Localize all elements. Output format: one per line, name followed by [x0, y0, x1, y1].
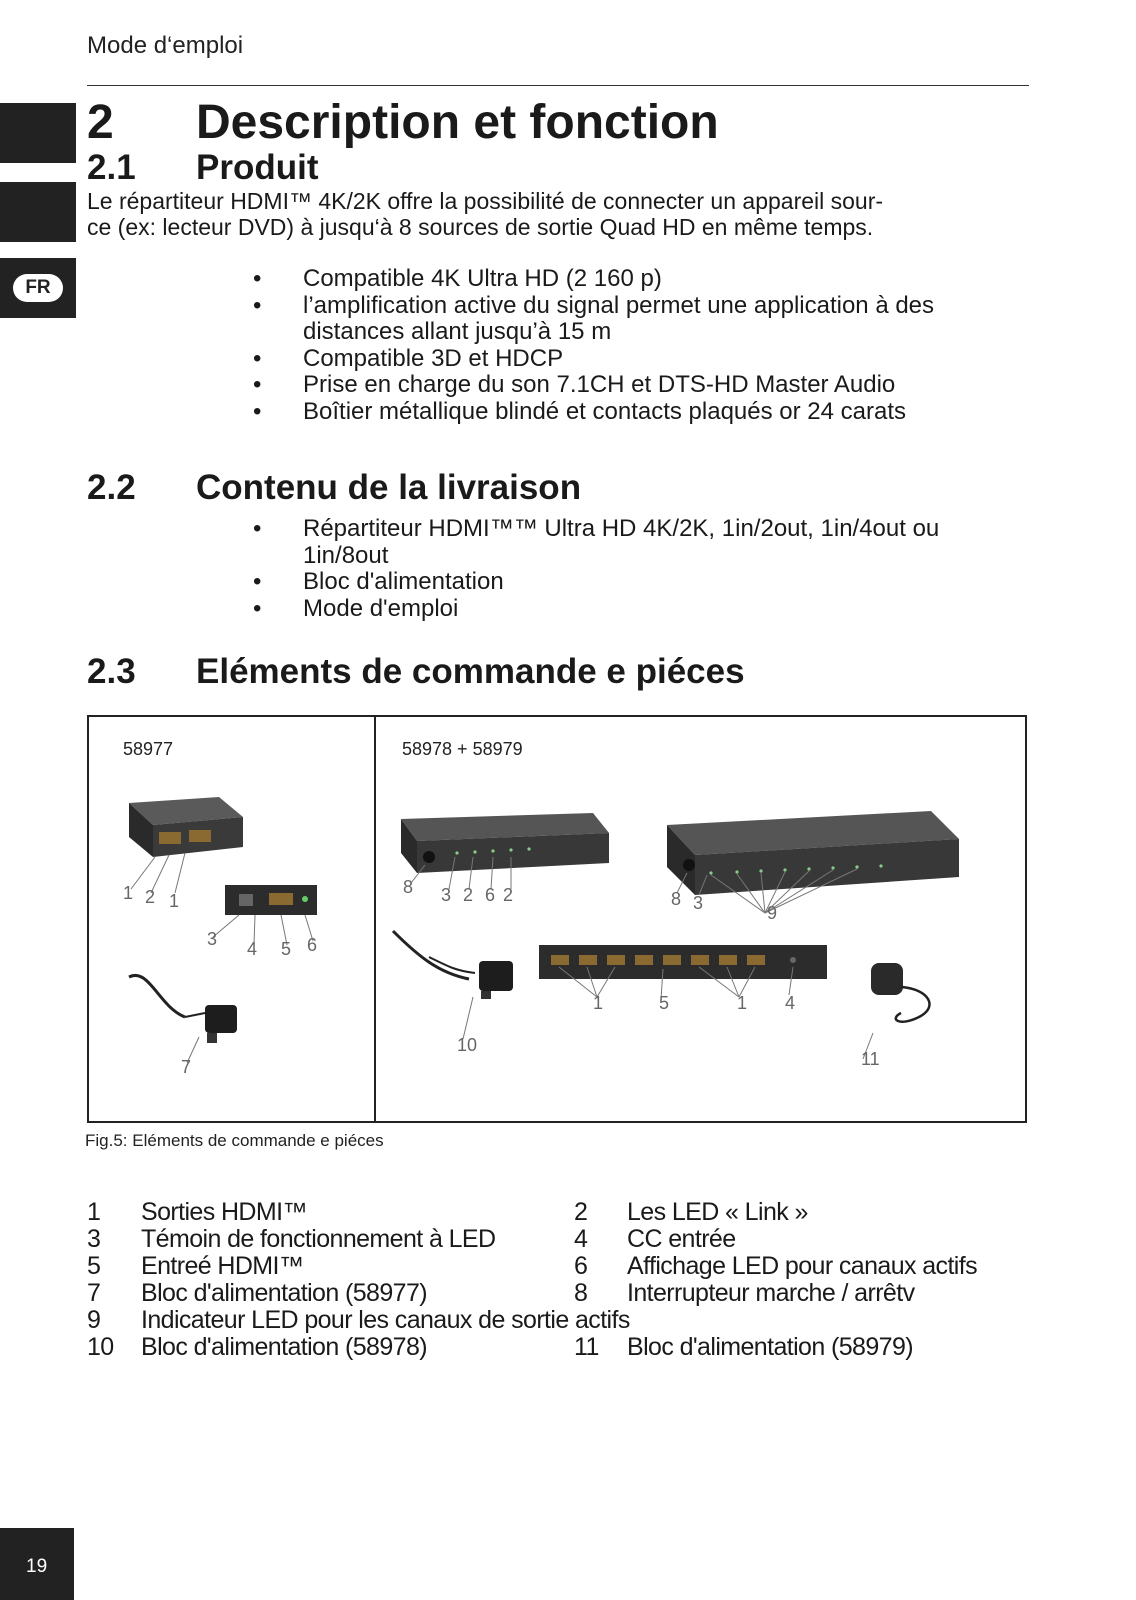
legend-text: Affichage LED pour canaux actifs	[627, 1252, 978, 1280]
callout-number: 6	[485, 885, 496, 905]
page-number-tab	[0, 1528, 74, 1600]
bullet-icon: •	[253, 344, 262, 372]
subsection-title: Eléments de commande e piéces	[196, 652, 745, 691]
model-label-58978-58979: 58978 + 58979	[402, 739, 523, 759]
header-rule	[87, 85, 1029, 86]
legend-number: 4	[574, 1225, 588, 1253]
callout-number: 2	[503, 885, 514, 905]
intro-paragraph	[87, 188, 1027, 240]
section-title: Description et fonction	[196, 96, 719, 149]
legend-text: CC entrée	[627, 1225, 736, 1253]
legend-text: Indicateur LED pour les canaux de sortie actifs	[141, 1306, 630, 1334]
bullet-icon: •	[253, 371, 262, 398]
callout-number: 2	[463, 885, 474, 905]
language-badge: FR	[13, 274, 63, 302]
list-item-continuation: 1in/8out	[303, 541, 389, 569]
callout-number: 3	[441, 885, 452, 905]
subsection-number: 2.2	[87, 468, 136, 507]
legend-number: 8	[574, 1279, 588, 1307]
bullet-icon: •	[253, 291, 262, 319]
splitter-back-icon	[225, 885, 317, 915]
bullet-icon: •	[253, 568, 262, 595]
legend-text: Bloc d'alimentation (58978)	[141, 1333, 427, 1361]
callout-number: 3	[693, 893, 704, 913]
legend-text: Interrupteur marche / arrêtv	[627, 1279, 915, 1307]
figure-caption: Fig.5: Eléments de commande e piéces	[85, 1131, 384, 1150]
callout-number: 4	[247, 939, 258, 959]
page-number: 19	[26, 1556, 48, 1577]
callout-number: 1	[593, 993, 604, 1013]
legend-text: Entreé HDMI™	[141, 1252, 304, 1280]
subsection-number: 2.3	[87, 652, 136, 691]
list-item: • Répartiteur HDMI™™ Ultra HD 4K/2K, 1in/2out, 1in/4out ou	[253, 515, 940, 542]
legend-text: Les LED « Link »	[627, 1198, 808, 1226]
legend-number: 6	[574, 1252, 588, 1280]
bullet-icon: •	[253, 594, 262, 622]
power-adapter-icon	[393, 931, 513, 999]
callout-number: 1	[169, 891, 180, 911]
splitter-2port-icon	[129, 797, 243, 857]
list-item: • Boîtier métallique blindé et contacts plaqués or 24 carats	[253, 397, 907, 425]
legend-text: Témoin de fonctionnement à LED	[141, 1225, 496, 1253]
legend-number: 3	[87, 1225, 101, 1253]
callout-number: 8	[671, 889, 682, 909]
callout-number: 11	[861, 1049, 880, 1069]
list-item: • Bloc d'alimentation	[253, 568, 504, 595]
legend-text: Bloc d'alimentation (58979)	[627, 1333, 913, 1361]
list-item: • Compatible 3D et HDCP	[253, 344, 564, 372]
bullet-icon: •	[253, 265, 262, 292]
legend-number: 11	[574, 1333, 599, 1361]
feature-list	[0, 266, 934, 425]
list-item: • l’amplification active du signal permet une application à des	[253, 291, 935, 319]
subsection-number: 2.1	[87, 148, 136, 187]
model-label-58977: 58977	[123, 739, 174, 759]
power-adapter-icon	[129, 975, 237, 1043]
list-item: • Prise en charge du son 7.1CH et DTS-HD Master Audio	[253, 371, 896, 398]
callout-number: 1	[737, 993, 748, 1013]
bullet-icon: •	[253, 397, 262, 425]
side-tab-block	[0, 182, 76, 242]
callout-number: 10	[457, 1035, 478, 1055]
list-item: • Mode d'emploi	[253, 594, 459, 622]
power-adapter-icon	[871, 963, 929, 1022]
product-figure	[87, 715, 1027, 1123]
legend-number: 1	[87, 1198, 101, 1226]
legend-number: 10	[87, 1333, 114, 1361]
splitter-4port-icon	[401, 813, 609, 873]
callout-number: 5	[659, 993, 670, 1013]
section-number: 2	[87, 96, 114, 149]
list-item: • Compatible 4K Ultra HD (2 160 p)	[253, 265, 662, 292]
legend-number: 2	[574, 1198, 588, 1226]
product-illustration	[89, 717, 1025, 1121]
subsection-title: Contenu de la livraison	[196, 468, 582, 507]
callout-number: 1	[123, 883, 134, 903]
bullet-icon: •	[253, 515, 262, 542]
callout-number: 2	[145, 887, 156, 907]
subsection-title: Produit	[196, 148, 319, 187]
delivery-list	[0, 516, 939, 622]
side-tab-block	[0, 103, 76, 163]
legend-number: 7	[87, 1279, 101, 1307]
legend-number: 5	[87, 1252, 101, 1280]
callout-number: 4	[785, 993, 796, 1013]
legend-text: Bloc d'alimentation (58977)	[141, 1279, 427, 1307]
callout-number: 9	[767, 903, 778, 923]
running-header: Mode d‘emploi	[87, 32, 244, 59]
legend-text: Sorties HDMI™	[141, 1198, 307, 1226]
callout-number: 3	[207, 929, 218, 949]
paragraph-line: ce (ex: lecteur DVD) à jusqu‘à 8 sources de sortie Quad HD en même temps.	[87, 214, 874, 240]
callout-number: 8	[403, 877, 414, 897]
list-item-continuation: distances allant jusqu’à 15 m	[303, 318, 612, 345]
callout-number: 5	[281, 939, 292, 959]
paragraph-line: Le répartiteur HDMI™ 4K/2K offre la possibilité de connecter un appareil sour-	[87, 188, 884, 214]
legend-number: 9	[87, 1306, 101, 1334]
splitter-rear-panel-icon	[539, 945, 827, 979]
callout-number: 6	[307, 935, 318, 955]
callout-number: 7	[181, 1057, 192, 1077]
